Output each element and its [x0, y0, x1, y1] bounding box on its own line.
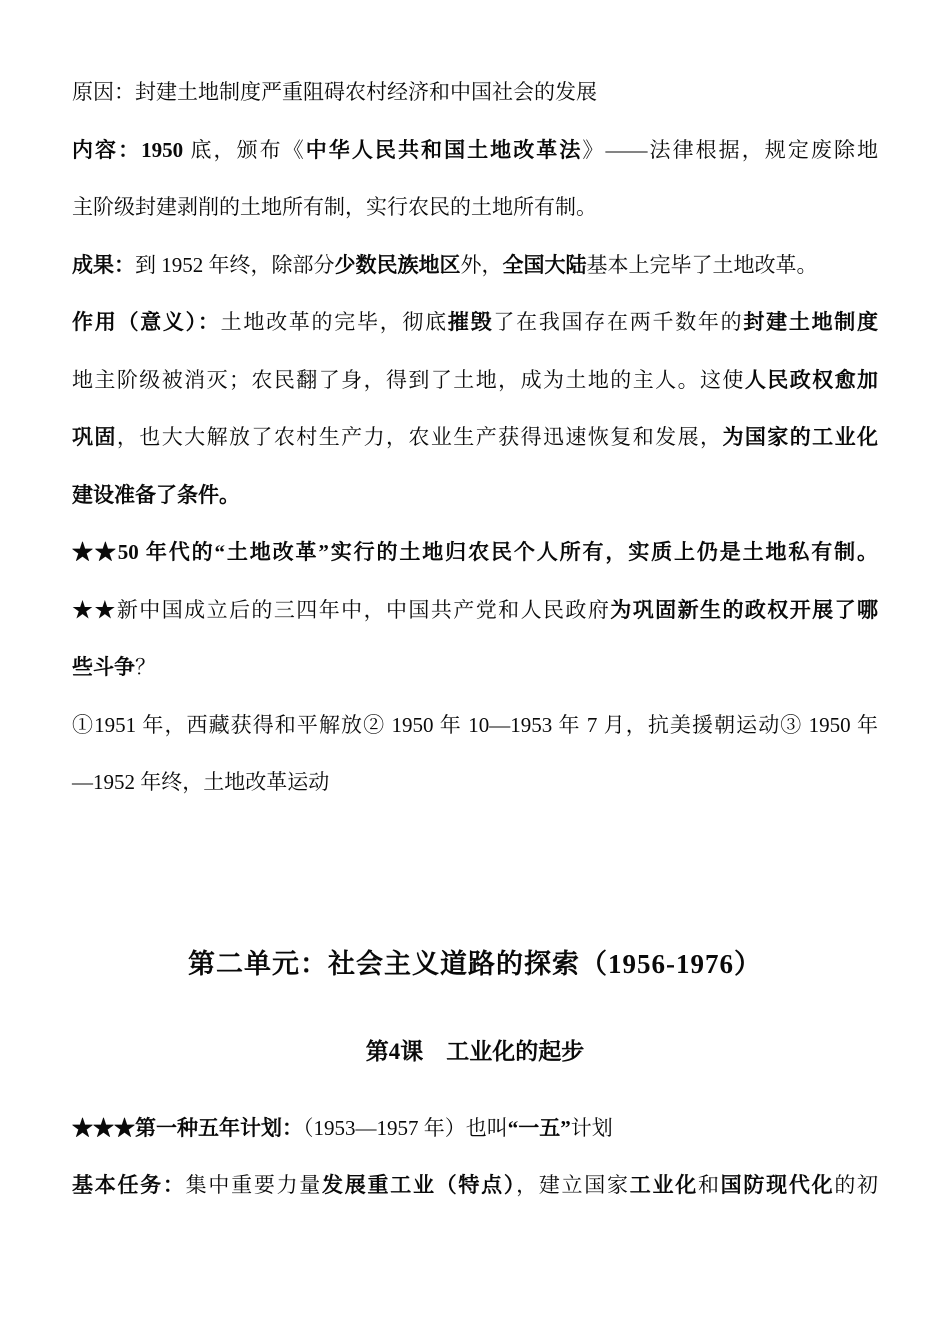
bold-text-segment: 些斗争	[72, 655, 135, 679]
text-segment: 到 1952 年终，除部分	[135, 252, 335, 277]
text-segment: ？	[135, 655, 156, 679]
text-line	[72, 64, 878, 122]
text-segment: 外，	[460, 252, 503, 277]
text-line	[72, 122, 878, 180]
text-segment: ①1951 年，西藏获得和平解放② 1950 年 10—1953 年 7 月，抗美援朝运动③ 1950 年	[72, 712, 878, 737]
text-segment: 主阶级封建剥削的土地所有制，实行农民的土地所有制。	[72, 195, 597, 219]
bold-text-segment: 为巩固新生的政权开展了哪	[610, 597, 879, 622]
text-segment: 了在我国存在两千数年的	[493, 310, 744, 334]
bold-text-segment: 建设准备了条件。	[72, 482, 240, 507]
text-segment: ，也大大解放了农村生产力，农业生产获得迅速恢复和发展，	[116, 425, 723, 449]
text-segment: ★★新中国成立后的三四年中，中国共产党和人民政府	[72, 597, 611, 622]
bold-text-segment: 工业化	[629, 1173, 698, 1197]
bold-text-segment: 基本任务：	[72, 1173, 186, 1197]
text-line	[72, 754, 878, 812]
text-line	[72, 352, 878, 410]
bold-text-segment: 巩固	[72, 425, 117, 449]
text-line	[72, 1100, 878, 1158]
text-line	[72, 467, 878, 525]
text-line	[72, 409, 878, 467]
bold-text-segment: 全国大陆	[502, 252, 587, 277]
text-line	[72, 524, 878, 582]
text-line	[72, 294, 878, 352]
text-line	[72, 697, 878, 755]
text-segment: 的初	[834, 1173, 879, 1197]
bold-text-segment: 成果：	[72, 252, 135, 277]
bold-text-segment: 国防现代化	[720, 1173, 835, 1197]
text-segment: —1952 年终，土地改革运动	[72, 770, 330, 794]
bold-text-segment: 中华人民共和国土地改革法	[305, 137, 583, 162]
lesson-heading: 第4课 工业化的起步	[365, 1038, 585, 1064]
bold-text-segment: 作用（意义）：	[72, 310, 221, 334]
unit-heading: 第二单元：社会主义道路的探索（1956-1976）	[188, 948, 762, 979]
text-segment: ，建立国家	[516, 1173, 630, 1197]
bold-text-segment: ★★50 年代的“土地改革”实行的土地归农民个人所有，实质上仍是土地私有制。	[72, 540, 878, 564]
text-line	[72, 237, 878, 295]
bold-text-segment: 封建土地制度	[743, 310, 879, 334]
bold-text-segment: ★★★第一种五年计划：	[72, 1115, 303, 1140]
bold-text-segment: “一五”	[507, 1115, 571, 1140]
text-line	[72, 1157, 878, 1215]
land-reform-notes-section	[72, 64, 878, 812]
text-segment: 和	[697, 1173, 721, 1197]
text-segment: 底，颁布《	[183, 137, 306, 162]
bold-text-segment: 内容：1950	[72, 137, 184, 162]
text-segment: 计划	[570, 1115, 613, 1140]
text-segment: （1953—1957 年）也叫	[303, 1115, 508, 1140]
bold-text-segment: 为国家的工业化	[722, 425, 879, 449]
text-segment: 集中重要力量	[185, 1173, 323, 1197]
text-segment: 地主阶级被消灭；农民翻了身，得到了土地，成为土地的主人。这使	[72, 367, 745, 392]
bold-text-segment: 少数民族地区	[334, 252, 461, 277]
text-line	[72, 639, 878, 697]
text-segment: 基本上完毕了土地改革。	[586, 252, 818, 277]
text-line	[72, 582, 878, 640]
five-year-plan-notes-section	[72, 1100, 878, 1215]
bold-text-segment: 摧毁	[447, 310, 494, 334]
bold-text-segment: 发展重工业（特点）	[322, 1173, 517, 1197]
text-line	[72, 179, 878, 237]
text-segment: 土地改革的完毕，彻底	[220, 310, 448, 334]
bold-text-segment: 人民政权愈加	[744, 367, 879, 392]
text-segment: 》——法律根据，规定废除地	[582, 137, 879, 162]
text-segment: 原因：封建土地制度严重阻碍农村经济和中国社会的发展	[72, 80, 597, 104]
